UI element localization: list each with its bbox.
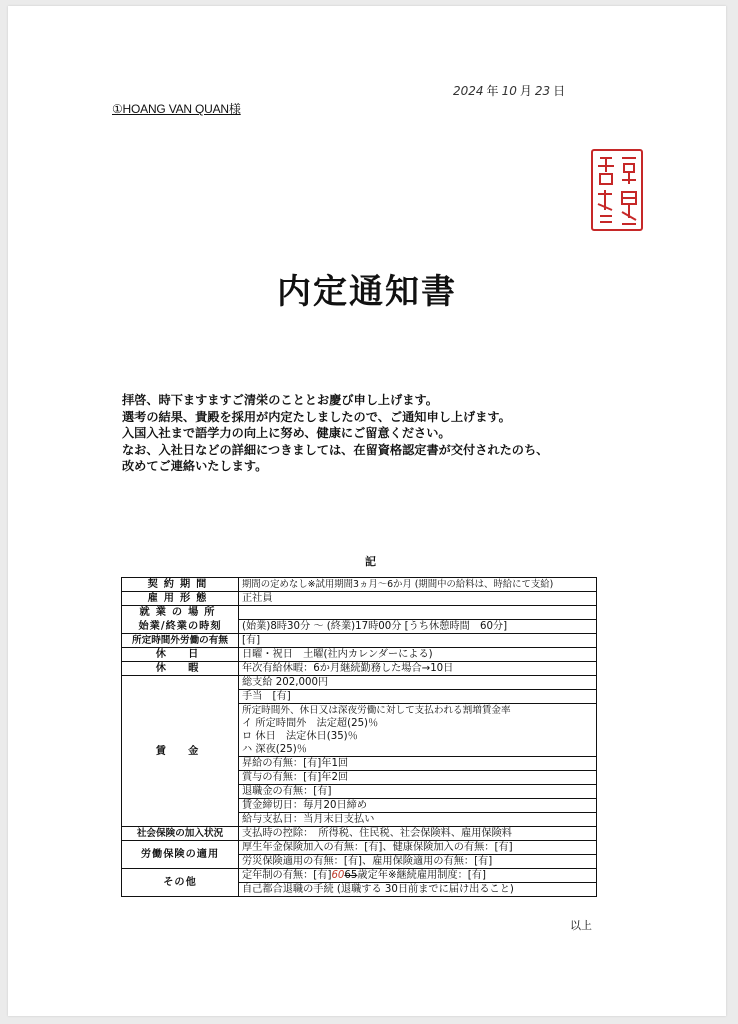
- other-label: その他: [122, 869, 239, 897]
- retirement-age-struck: 65: [344, 870, 358, 881]
- date-day-kanji: 日: [553, 84, 566, 98]
- table-row: [122, 648, 597, 662]
- holiday-label: 休 日: [122, 648, 239, 662]
- table-row: [122, 841, 597, 855]
- wage-line: 総支給 202,000円: [239, 676, 597, 690]
- retirement-value: [239, 869, 597, 883]
- wage-line: 給与支払日：当月末日支払い: [239, 813, 597, 827]
- labor-insurance-line: 厚生年金保険加入の有無：[有]、健康保険加入の有無：[有]: [239, 841, 597, 855]
- table-row: [122, 620, 597, 634]
- overtime-value: [有]: [239, 634, 597, 648]
- date-month-kanji: 月: [519, 84, 532, 98]
- labor-insurance-line: 労災保険適用の有無：[有]、雇用保険適用の有無：[有]: [239, 855, 597, 869]
- employment-type-value: 正社員: [239, 592, 597, 606]
- workplace-value: [239, 606, 597, 620]
- letter-body: [122, 392, 642, 475]
- letter-line: なお、入社日などの詳細につきましては、在留資格認定書が交付されたのち、: [122, 442, 549, 457]
- employment-type-label: 雇用形態: [122, 592, 239, 606]
- wage-line: イ 所定時間外 法定超(25)％: [239, 717, 597, 730]
- table-row: [122, 578, 597, 592]
- resignation-procedure: 自己都合退職の手続 (退職する 30日前までに届け出ること): [239, 883, 597, 897]
- work-hours-label: 始業/終業の時刻: [122, 620, 239, 634]
- table-row: [122, 869, 597, 883]
- wage-line: 昇給の有無：[有]年1回: [239, 757, 597, 771]
- table-row: [122, 662, 597, 676]
- wage-line: 退職金の有無：[有]: [239, 785, 597, 799]
- issue-date: [453, 82, 568, 99]
- document-page: [8, 6, 726, 1016]
- social-insurance-value: 支払時の控除： 所得税、住民税、社会保険料、雇用保険料: [239, 827, 597, 841]
- company-seal-icon: [588, 146, 646, 234]
- date-year-kanji: 年: [486, 84, 499, 98]
- wage-label: 賃 金: [122, 676, 239, 827]
- wage-line: 賞与の有無：[有]年2回: [239, 771, 597, 785]
- letter-line: 拝啓、時下ますますご清栄のこととお慶び申し上げます。: [122, 393, 438, 407]
- letter-line: 選考の結果、貴殿を採用が内定たしましたので、ご通知申し上げます。: [122, 409, 511, 424]
- table-row: [122, 592, 597, 606]
- table-row: [122, 606, 597, 620]
- date-day: 23: [534, 84, 551, 98]
- table-row: [122, 634, 597, 648]
- letter-line: 入国入社まで語学力の向上に努め、健康にご留意ください。: [122, 426, 451, 440]
- ki-heading: 記: [365, 555, 376, 568]
- work-hours-value: (始業)8時30分 ～ (終業)17時00分 [うち休憩時間 60分]: [239, 620, 597, 634]
- date-year: 2024: [453, 84, 484, 98]
- letter-line: 改めてご連絡いたします。: [122, 459, 268, 473]
- employment-terms-table: [121, 577, 597, 897]
- retirement-post: 歳定年※継続雇用制度：[有]: [357, 870, 486, 881]
- workplace-label: 就業の場所: [122, 606, 239, 620]
- wage-line: ハ 深夜(25)％: [239, 743, 597, 757]
- labor-insurance-label: 労働保険の適用: [122, 841, 239, 869]
- wage-line: 手当 [有]: [239, 690, 597, 704]
- table-row: [122, 676, 597, 690]
- wage-line: 賃金締切日：毎月20日締め: [239, 799, 597, 813]
- leave-label: 休 暇: [122, 662, 239, 676]
- wage-line: ロ 休日 法定休日(35)％: [239, 730, 597, 743]
- document-title: 内定通知書: [277, 272, 457, 312]
- contract-period-label: 契約期間: [122, 578, 239, 592]
- recipient-name: ①HOANG VAN QUAN様: [112, 102, 241, 116]
- overtime-label: 所定時間外労働の有無: [122, 634, 239, 648]
- social-insurance-label: 社会保険の加入状況: [122, 827, 239, 841]
- retirement-pre: 定年制の有無：[有]: [242, 870, 332, 881]
- date-month: 10: [501, 84, 517, 98]
- retirement-age-handwritten: 60: [331, 870, 345, 881]
- holiday-value: 日曜・祝日 土曜(社内カレンダーによる): [239, 648, 597, 662]
- closing-mark: 以上: [570, 919, 592, 932]
- table-row: [122, 827, 597, 841]
- leave-value: 年次有給休暇：6か月継続勤務した場合→10日: [239, 662, 597, 676]
- wage-line: 所定時間外、休日又は深夜労働に対して支払われる割増賃金率: [239, 704, 597, 718]
- contract-period-value: 期間の定めなし※試用期間3ヵ月～6か月 (期間中の給料は、時給にて支給): [239, 578, 597, 592]
